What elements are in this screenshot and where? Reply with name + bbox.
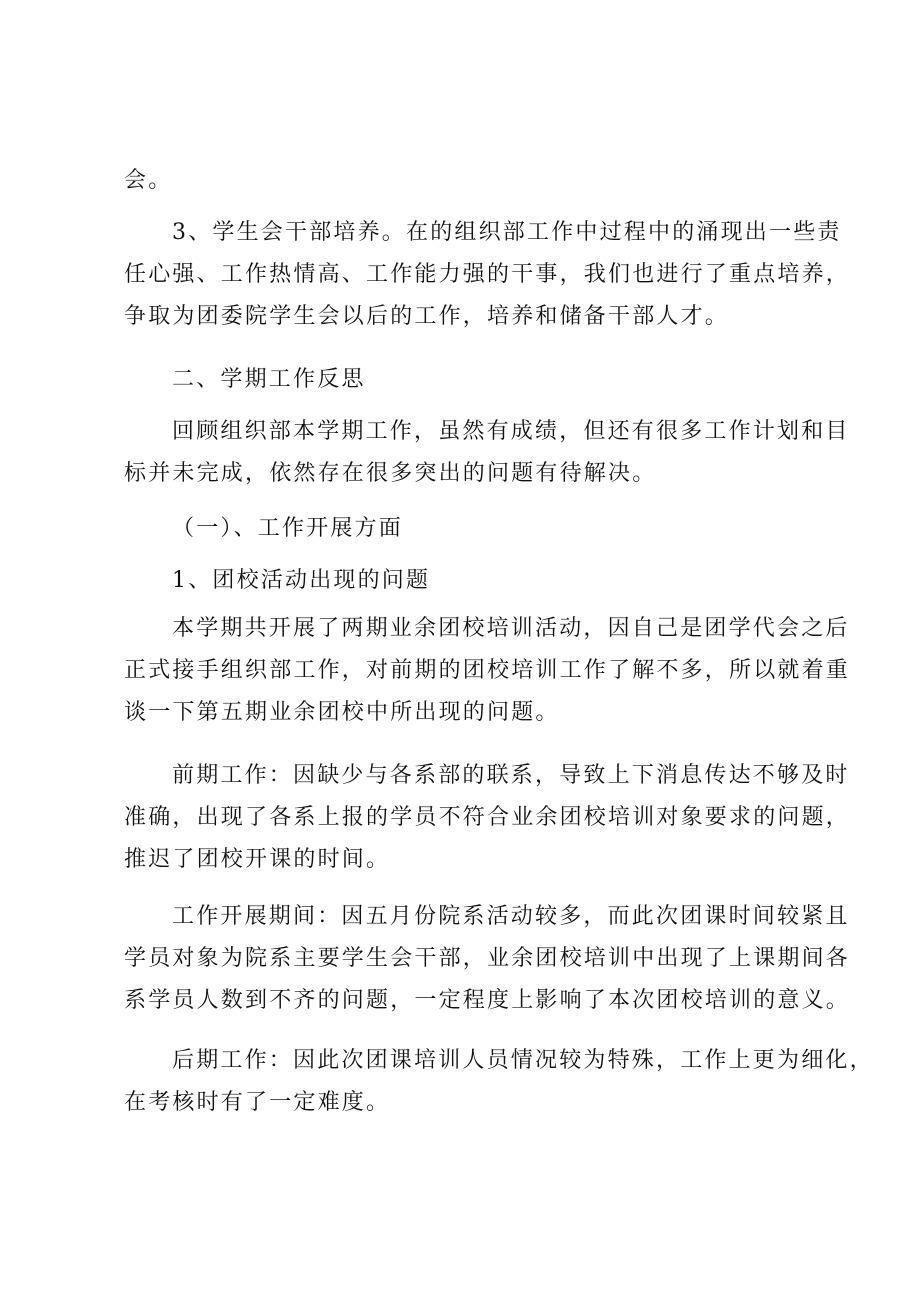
text-line: （一）、工作开展方面 (172, 516, 404, 541)
text-line: 准确，出现了各系上报的学员不符合业余团校培训对象要求的问题， (124, 805, 851, 830)
text-line: 回顾组织部本学期工作，虽然有成绩，但还有很多工作计划和目 (172, 419, 850, 444)
text-line: 推迟了团校开课的时间。 (124, 847, 391, 872)
paragraph-during-work (124, 896, 851, 1022)
text-line: 在考核时有了一定难度。 (124, 1090, 391, 1115)
paragraph-continuation (124, 160, 824, 202)
text-line: 3、学生会干部培养。在的组织部工作中过程中的涌现出一些责 (172, 220, 842, 245)
text-line: 本学期共开展了两期业余团校培训活动，因自己是团学代会之后 (172, 616, 850, 641)
text-line: 工作开展期间：因五月份院系活动较多，而此次团课时间较紧且 (172, 904, 850, 929)
text-line: 正式接手组织部工作，对前期的团校培训工作了解不多，所以就着重 (124, 658, 851, 683)
text-line: 会。 (124, 168, 173, 193)
text-line: 标并未完成，依然存在很多突出的问题有待解决。 (124, 461, 657, 486)
item-heading-school-issues (124, 560, 824, 602)
paragraph-later-work (124, 1040, 874, 1124)
text-line: 二、学期工作反思 (172, 367, 366, 392)
text-line: 任心强、工作热情高、工作能力强的干事，我们也进行了重点培养， (124, 262, 851, 287)
paragraph-cadre-training (124, 212, 851, 338)
paragraph-early-work (124, 755, 851, 881)
subsection-heading-work (124, 508, 824, 550)
text-line: 学员对象为院系主要学生会干部，业余团校培训中出现了上课期间各 (124, 946, 851, 971)
text-line: 谈一下第五期业余团校中所出现的问题。 (124, 700, 560, 725)
paragraph-training-activities (124, 608, 851, 734)
text-line: 前期工作：因缺少与各系部的联系，导致上下消息传达不够及时 (172, 763, 850, 788)
text-line: 争取为团委院学生会以后的工作，培养和储备干部人才。 (124, 304, 730, 329)
text-line: 后期工作：因此次团课培训人员情况较为特殊，工作上更为细化， (172, 1048, 874, 1073)
text-line: 系学员人数到不齐的问题，一定程度上影响了本次团校培训的意义。 (124, 988, 851, 1013)
text-line: 1、团校活动出现的问题 (172, 568, 431, 593)
section-heading-reflection (124, 359, 824, 401)
paragraph-review (124, 411, 850, 495)
